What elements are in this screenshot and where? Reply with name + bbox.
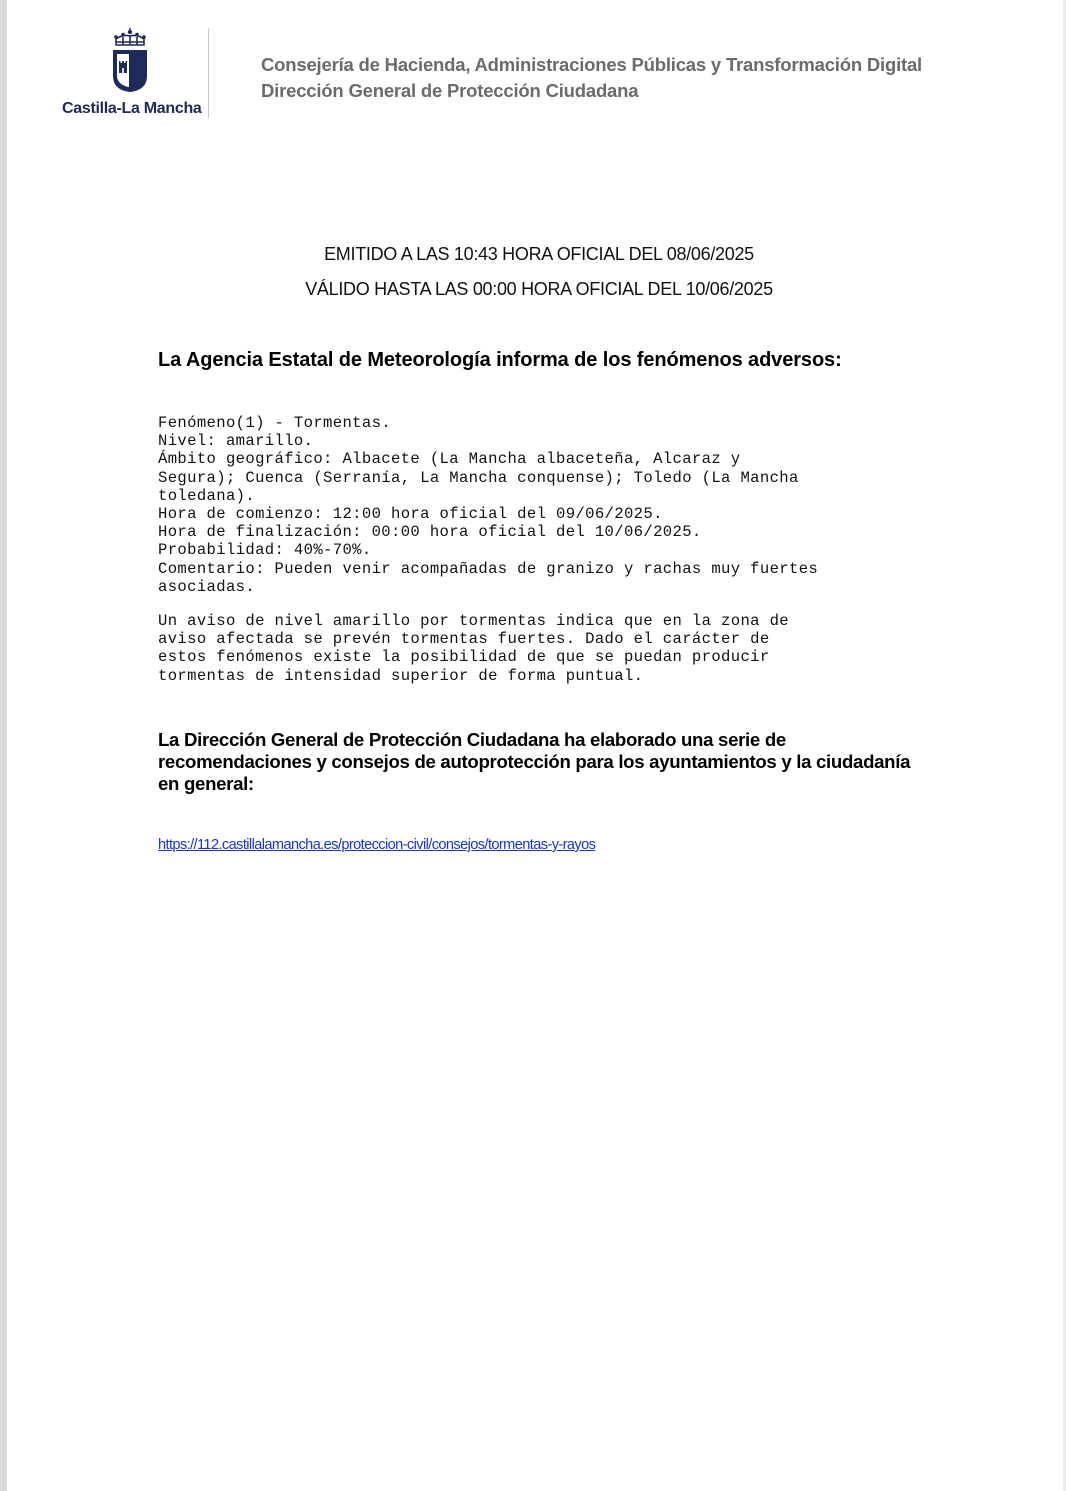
section-title: La Agencia Estatal de Meteorología informa de los fenómenos adversos: (158, 349, 842, 371)
notice-line: Un aviso de nivel amarillo por tormentas indica que en la zona de (158, 612, 790, 630)
warning-notice (158, 612, 789, 685)
notice-line: estos fenómenos existe la posibilidad de que se puedan producir (158, 648, 770, 667)
detail-line: Probabilidad: 40%-70%. (158, 541, 372, 560)
issued-time: EMITIDO A LAS 10:43 HORA OFICIAL DEL 08/06/2025 (324, 244, 754, 264)
recommendations-heading: La Dirección General de Protección Ciudadana ha elaborado una serie de recomendaciones y consejos de autoprotección para los ayuntamientos y la ciudadanía en general: (158, 729, 911, 794)
detail-line: Hora de comienzo: 12:00 hora oficial del 09/06/2025. (158, 505, 663, 524)
detail-line: Comentario: Pueden venir acompañadas de granizo y rachas muy fuertes (158, 559, 819, 578)
header-directorate: Dirección General de Protección Ciudadana (261, 80, 639, 101)
detail-line: toledana). (158, 486, 256, 505)
logo-name: Castilla-La Mancha (62, 100, 202, 117)
advice-link[interactable]: https://112.castillalamancha.es/proteccion-civil/consejos/tormentas-y-rayos (158, 837, 596, 853)
castilla-la-mancha-emblem-icon (110, 28, 150, 94)
detail-line: Hora de finalización: 00:00 hora oficial del 10/06/2025. (158, 523, 702, 542)
valid-until-time: VÁLIDO HASTA LAS 00:00 HORA OFICIAL DEL 10/06/2025 (305, 279, 773, 299)
castilla-la-mancha-logo (60, 28, 202, 120)
detail-line: Ámbito geográfico: Albacete (La Mancha albaceteña, Alcaraz y (158, 450, 741, 469)
page-edge-left (0, 0, 7, 1491)
detail-line: asociadas. (158, 577, 256, 596)
logo-divider (208, 28, 209, 118)
organization-header (261, 52, 922, 104)
detail-line: Fenómeno(1) - Tormentas. (158, 414, 391, 432)
warning-details (158, 414, 818, 596)
detail-line: Nivel: amarillo. (158, 432, 314, 451)
notice-line: aviso afectada se prevén tormentas fuertes. Dado el carácter de (158, 630, 770, 649)
notice-line: tormentas de intensidad superior de forma puntual. (158, 666, 644, 685)
detail-line: Segura); Cuenca (Serranía, La Mancha conquense); Toledo (La Mancha (158, 468, 799, 487)
header-ministry: Consejería de Hacienda, Administraciones Públicas y Transformación Digital (261, 54, 923, 75)
